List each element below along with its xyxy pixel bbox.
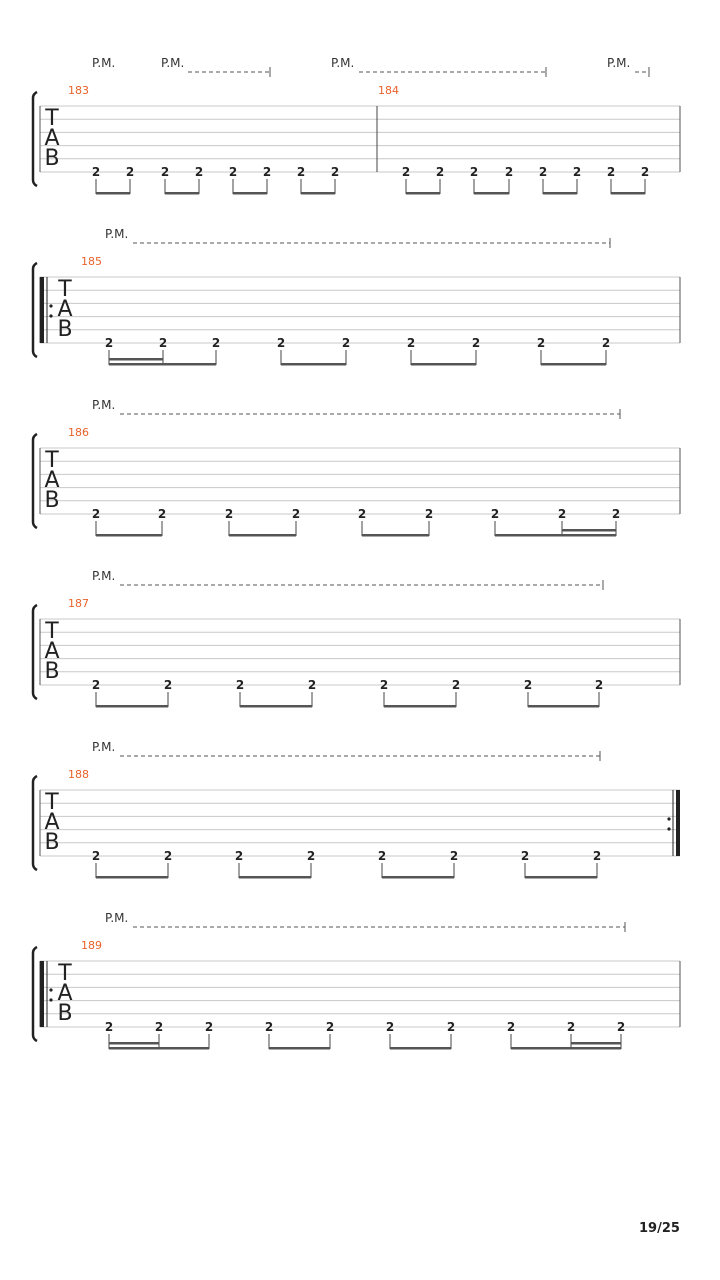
system-bracket bbox=[33, 947, 37, 1041]
repeat-dot bbox=[667, 817, 670, 820]
fret-number: 2 bbox=[204, 1020, 214, 1034]
fret-number: 2 bbox=[158, 336, 168, 350]
fret-number: 2 bbox=[594, 678, 604, 692]
fret-number: 2 bbox=[592, 849, 602, 863]
fret-number: 2 bbox=[104, 336, 114, 350]
tab-system bbox=[33, 398, 680, 537]
measure-number: 187 bbox=[68, 597, 89, 610]
eighth-beam bbox=[362, 534, 429, 537]
fret-number: 2 bbox=[325, 1020, 335, 1034]
fret-number: 2 bbox=[424, 507, 434, 521]
tab-clef-letter: T bbox=[45, 619, 59, 644]
fret-number: 2 bbox=[451, 678, 461, 692]
palm-mute-label: P.M. bbox=[92, 56, 116, 70]
sixteenth-beam bbox=[109, 358, 163, 361]
fret-number: 2 bbox=[490, 507, 500, 521]
tab-system bbox=[33, 56, 680, 195]
fret-number: 2 bbox=[435, 165, 445, 179]
fret-number: 2 bbox=[157, 507, 167, 521]
fret-number: 2 bbox=[446, 1020, 456, 1034]
tab-clef-letter: T bbox=[45, 106, 59, 131]
fret-number: 2 bbox=[224, 507, 234, 521]
fret-number: 2 bbox=[291, 507, 301, 521]
sixteenth-beam bbox=[109, 1042, 159, 1045]
tab-clef-letter: B bbox=[57, 317, 73, 342]
palm-mute-label: P.M. bbox=[105, 911, 129, 925]
tab-clef-letter: B bbox=[44, 488, 60, 513]
eighth-beam bbox=[240, 705, 312, 708]
eighth-beam bbox=[239, 876, 311, 879]
repeat-start-thick-bar bbox=[40, 277, 44, 343]
eighth-beam bbox=[611, 192, 645, 195]
repeat-dot bbox=[49, 988, 52, 991]
tab-clef-letter: A bbox=[57, 297, 73, 322]
eighth-beam bbox=[109, 363, 216, 366]
fret-number: 2 bbox=[307, 678, 317, 692]
fret-number: 2 bbox=[91, 507, 101, 521]
fret-number: 2 bbox=[523, 678, 533, 692]
fret-number: 2 bbox=[296, 165, 306, 179]
eighth-beam bbox=[406, 192, 440, 195]
fret-number: 2 bbox=[306, 849, 316, 863]
palm-mute-label: P.M. bbox=[607, 56, 631, 70]
fret-number: 2 bbox=[469, 165, 479, 179]
fret-number: 2 bbox=[341, 336, 351, 350]
fret-number: 2 bbox=[406, 336, 416, 350]
eighth-beam bbox=[233, 192, 267, 195]
fret-number: 2 bbox=[566, 1020, 576, 1034]
eighth-beam bbox=[411, 363, 476, 366]
repeat-start-thick-bar bbox=[40, 961, 44, 1027]
fret-number: 2 bbox=[385, 1020, 395, 1034]
eighth-beam bbox=[525, 876, 597, 879]
palm-mute-label: P.M. bbox=[92, 569, 116, 583]
measure-number: 185 bbox=[81, 255, 102, 268]
fret-number: 2 bbox=[235, 678, 245, 692]
tab-clef-letter: A bbox=[44, 810, 60, 835]
fret-number: 2 bbox=[264, 1020, 274, 1034]
eighth-beam bbox=[96, 876, 168, 879]
tab-clef-letter: B bbox=[44, 659, 60, 684]
sixteenth-beam bbox=[571, 1042, 621, 1045]
fret-number: 2 bbox=[163, 678, 173, 692]
fret-number: 2 bbox=[154, 1020, 164, 1034]
measure-number: 186 bbox=[68, 426, 89, 439]
fret-number: 2 bbox=[194, 165, 204, 179]
fret-number: 2 bbox=[557, 507, 567, 521]
system-bracket bbox=[33, 434, 37, 528]
measure-number: 189 bbox=[81, 939, 102, 952]
fret-number: 2 bbox=[91, 678, 101, 692]
fret-number: 2 bbox=[601, 336, 611, 350]
palm-mute-label: P.M. bbox=[92, 398, 116, 412]
page-number: 19/25 bbox=[639, 1221, 680, 1236]
eighth-beam bbox=[511, 1047, 621, 1050]
fret-number: 2 bbox=[611, 507, 621, 521]
eighth-beam bbox=[495, 534, 616, 537]
tab-clef-letter: B bbox=[44, 830, 60, 855]
eighth-beam bbox=[269, 1047, 330, 1050]
tab-clef-letter: A bbox=[44, 468, 60, 493]
fret-number: 2 bbox=[234, 849, 244, 863]
fret-number: 2 bbox=[91, 165, 101, 179]
fret-number: 2 bbox=[640, 165, 650, 179]
measure-number: 183 bbox=[68, 84, 89, 97]
fret-number: 2 bbox=[330, 165, 340, 179]
eighth-beam bbox=[96, 534, 162, 537]
fret-number: 2 bbox=[536, 336, 546, 350]
tab-system bbox=[33, 911, 680, 1050]
tab-system bbox=[33, 740, 680, 879]
repeat-dot bbox=[49, 998, 52, 1001]
measure-number: 184 bbox=[378, 84, 399, 97]
eighth-beam bbox=[543, 192, 577, 195]
tab-clef-letter: T bbox=[45, 448, 59, 473]
fret-number: 2 bbox=[506, 1020, 516, 1034]
fret-number: 2 bbox=[91, 849, 101, 863]
fret-number: 2 bbox=[471, 336, 481, 350]
eighth-beam bbox=[96, 192, 130, 195]
fret-number: 2 bbox=[211, 336, 221, 350]
fret-number: 2 bbox=[357, 507, 367, 521]
tab-clef-letter: A bbox=[44, 126, 60, 151]
fret-number: 2 bbox=[125, 165, 135, 179]
tab-clef-letter: T bbox=[45, 790, 59, 815]
fret-number: 2 bbox=[401, 165, 411, 179]
eighth-beam bbox=[109, 1047, 209, 1050]
fret-number: 2 bbox=[104, 1020, 114, 1034]
tab-clef-letter: A bbox=[44, 639, 60, 664]
system-bracket bbox=[33, 776, 37, 870]
fret-number: 2 bbox=[520, 849, 530, 863]
eighth-beam bbox=[301, 192, 335, 195]
fret-number: 2 bbox=[449, 849, 459, 863]
fret-number: 2 bbox=[504, 165, 514, 179]
tab-clef-letter: B bbox=[44, 146, 60, 171]
tab-clef-letter: B bbox=[57, 1001, 73, 1026]
repeat-dot bbox=[49, 304, 52, 307]
repeat-dot bbox=[667, 827, 670, 830]
fret-number: 2 bbox=[262, 165, 272, 179]
palm-mute-label: P.M. bbox=[331, 56, 355, 70]
fret-number: 2 bbox=[163, 849, 173, 863]
palm-mute-label: P.M. bbox=[161, 56, 185, 70]
palm-mute-label: P.M. bbox=[92, 740, 116, 754]
system-bracket bbox=[33, 605, 37, 699]
eighth-beam bbox=[96, 705, 168, 708]
eighth-beam bbox=[229, 534, 296, 537]
eighth-beam bbox=[541, 363, 606, 366]
fret-number: 2 bbox=[616, 1020, 626, 1034]
system-bracket bbox=[33, 92, 37, 186]
system-bracket bbox=[33, 263, 37, 357]
fret-number: 2 bbox=[228, 165, 238, 179]
sixteenth-beam bbox=[562, 529, 616, 532]
palm-mute-label: P.M. bbox=[105, 227, 129, 241]
eighth-beam bbox=[165, 192, 199, 195]
tab-clef-letter: T bbox=[58, 961, 72, 986]
measure-number: 188 bbox=[68, 768, 89, 781]
tab-system bbox=[33, 569, 680, 708]
tab-clef-letter: A bbox=[57, 981, 73, 1006]
tab-system bbox=[33, 227, 680, 366]
eighth-beam bbox=[281, 363, 346, 366]
fret-number: 2 bbox=[377, 849, 387, 863]
fret-number: 2 bbox=[538, 165, 548, 179]
fret-number: 2 bbox=[572, 165, 582, 179]
fret-number: 2 bbox=[276, 336, 286, 350]
repeat-end-thick-bar bbox=[676, 790, 680, 856]
repeat-dot bbox=[49, 314, 52, 317]
eighth-beam bbox=[382, 876, 454, 879]
tab-clef-letter: T bbox=[58, 277, 72, 302]
eighth-beam bbox=[390, 1047, 451, 1050]
fret-number: 2 bbox=[606, 165, 616, 179]
eighth-beam bbox=[528, 705, 599, 708]
eighth-beam bbox=[474, 192, 509, 195]
fret-number: 2 bbox=[160, 165, 170, 179]
fret-number: 2 bbox=[379, 678, 389, 692]
eighth-beam bbox=[384, 705, 456, 708]
